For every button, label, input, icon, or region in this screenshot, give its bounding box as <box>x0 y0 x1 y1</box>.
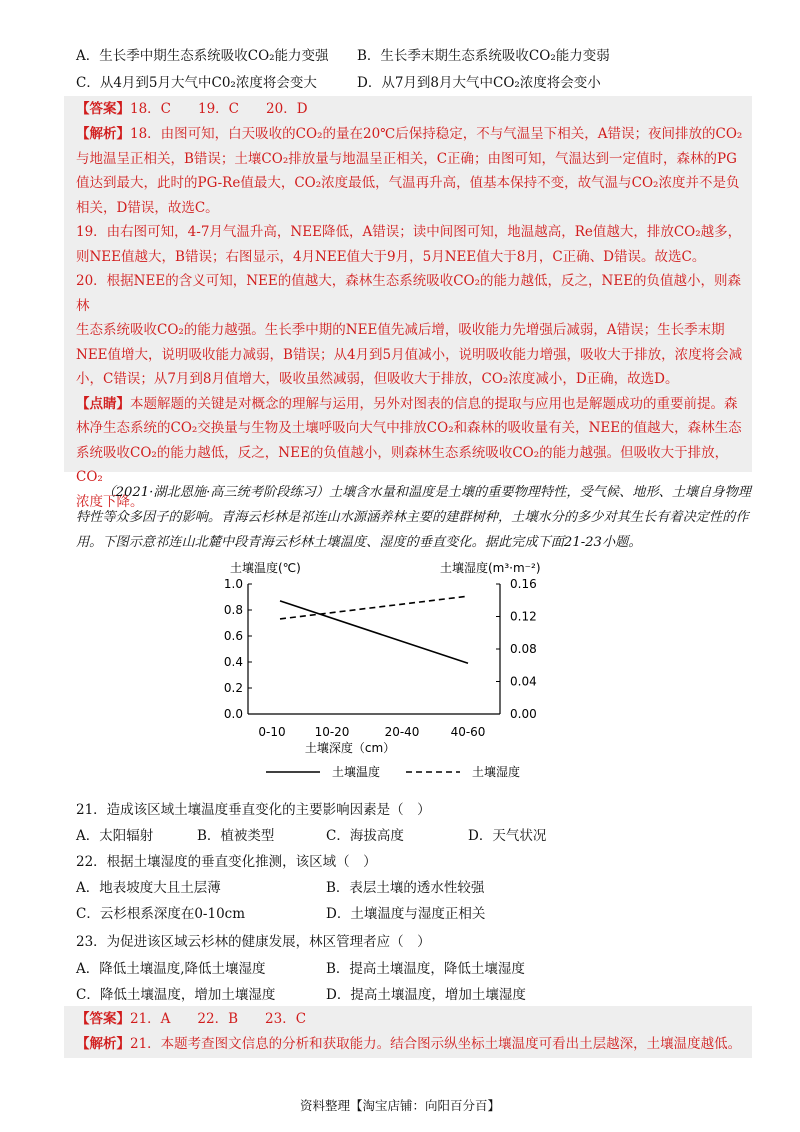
answer-2-label: 【答案】 <box>76 1011 130 1027</box>
option-b: B．生长季末期生态系统吸收CO₂能力变弱 <box>357 48 610 64</box>
y-tick-right-label: 0.00 <box>510 707 537 721</box>
y-tick-left-label: 0.0 <box>223 707 243 721</box>
q23-option-b: B．提高土壤温度，降低土壤湿度 <box>326 961 525 977</box>
question-21-stem: 21．造成该区域土壤温度垂直变化的主要影响因素是（ ） <box>76 802 431 818</box>
answer-line-1 <box>76 97 752 122</box>
q23-option-d: D．提高土壤温度，增加土壤湿度 <box>326 987 526 1003</box>
y-axis-label-right: 土壤湿度(m³·m⁻²) <box>440 561 541 575</box>
analysis-1 <box>76 122 752 514</box>
chart-legend <box>266 764 520 779</box>
comment-line: 系统吸收CO₂的能力越低，反之，NEE的负值越小，则森林生态系统吸收CO₂的能力越强。但吸收大于排放，CO₂ <box>76 444 729 485</box>
q21-option-c: C．海拔高度 <box>326 828 404 844</box>
legend-label-humidity: 土壤湿度 <box>472 765 521 779</box>
y-tick-left-label: 0.4 <box>223 655 243 669</box>
analysis-2-text: 21．本题考查图文信息的分析和获取能力。结合图示纵坐标土壤温度可看出土层越深，土壤温度越低。 <box>130 1035 742 1052</box>
x-tick-label: 10-20 <box>314 725 350 739</box>
analysis-line: 小，C错误；从7月到8月值增大，吸收虽然减弱，但吸收大于排放，CO₂浓度减小，D正确，故选D。 <box>76 371 679 387</box>
analysis-line: NEE值增大，说明吸收能力减弱，B错误；从4月到5月值减小，说明吸收能力增强，吸收大于排放，浓度将会减 <box>76 346 743 363</box>
comment-label: 【点睛】 <box>76 395 130 412</box>
analysis-line: 19．由右图可知，4-7月气温升高，NEE降低，A错误；读中间图可知，地温越高，Re值越大，排放CO₂越多， <box>76 224 742 240</box>
y-tick-right-label: 0.08 <box>510 642 537 656</box>
analysis-line: 20．根据NEE的含义可知，NEE的值越大，森林生态系统吸收CO₂的能力越低，反之，NEE的负值越小，则森林 <box>76 273 742 314</box>
question-23-stem: 23．为促进该区域云杉林的健康发展，林区管理者应（ ） <box>76 934 431 950</box>
y-tick-left-label: 0.2 <box>223 681 243 695</box>
answer-2-text: 21．A 22．B 23．C <box>130 1011 307 1027</box>
option-a: A．生长季中期生态系统吸收CO₂能力变强 <box>76 48 329 64</box>
soil-temperature-line <box>280 601 468 663</box>
comment-line: 本题解题的关键是对概念的理解与运用，另外对图表的信息的提取与应用也是解题成功的重要前提。森 <box>130 395 738 412</box>
answer-text: 18．C 19．C 20．D <box>130 101 308 117</box>
option-c: C．从4月到5月大气中C0₂浓度将会变大 <box>76 75 317 91</box>
x-tick-label: 20-40 <box>384 725 420 739</box>
analysis-line: 18．由图可知，白天吸收的CO₂的量在20℃后保持稳定，不与气温呈下相关，A错误；夜间排放的CO₂ <box>130 126 743 142</box>
q22-option-d: D．土壤温度与湿度正相关 <box>326 906 486 922</box>
y-axis-label-left: 土壤温度(℃) <box>230 561 301 575</box>
answer-2 <box>76 1007 752 1056</box>
y-tick-right-label: 0.16 <box>510 577 537 591</box>
x-tick-label: 0-10 <box>258 725 286 739</box>
analysis-line: 生态系统吸收CO₂的能力越强。生长季中期的NEE值先减后增，吸收能力先增强后减弱，A错误；生长季末期 <box>76 322 725 338</box>
option-d: D．从7月到8月大气中CO₂浓度将会变小 <box>357 75 601 91</box>
soil-humidity-line <box>280 596 468 619</box>
question-22-stem: 22．根据土壤湿度的垂直变化推测，该区域（ ） <box>76 854 377 870</box>
y-tick-left-label: 0.6 <box>223 629 243 643</box>
q22-option-c: C．云杉根系深度在0-10cm <box>76 906 246 922</box>
question-intro: （2021·湖北恩施·高三统考阶段练习）土壤含水量和温度是土壤的重要物理特性，受气候、地形、土壤自身物理特性等众多因子的影响。青海云杉林是祁连山水源涵养林主要的建群树种，土壤水分的多少对其生长有着决定性的作用。下图示意祁连山北麓中段青海云杉林土壤温度、湿度的垂直变化。据此完成下面21-23小题。 <box>76 485 751 550</box>
page-footer: 资料整理【淘宝店铺：向阳百分百】 <box>299 1098 500 1113</box>
y-ticks-right <box>496 577 537 721</box>
analysis-line: 相关，D错误，故选C。 <box>76 199 219 216</box>
y-tick-left-label: 1.0 <box>223 577 243 591</box>
q23-option-a: A．降低土壤温度,降低土壤湿度 <box>76 961 266 977</box>
comment-line: 林净生态系统的CO₂交换量与生物及土壤呼吸向大气中排放CO₂和森林的吸收量有关，NEE的值越大，森林生态 <box>76 420 742 436</box>
q22-option-b: B．表层土壤的透水性较强 <box>326 880 485 896</box>
analysis-line: 与地温呈正相关，B错误；土壤CO₂排放量与地温呈正相关，C正确；由图可知，气温达到一定值时，森林的PG <box>76 150 737 167</box>
y-tick-left-label: 0.8 <box>223 603 243 617</box>
analysis-2-label: 【解析】 <box>76 1035 130 1052</box>
analysis-label: 【解析】 <box>76 126 130 142</box>
analysis-line: 则NEE值越大，B错误；右图显示，4月NEE值大于9月，5月NEE值大于8月，C正确、D错误。故选C。 <box>76 248 706 265</box>
chart-series <box>280 596 468 663</box>
comment-line: 浓度下降。 <box>76 493 144 510</box>
soil-chart <box>200 558 600 790</box>
y-tick-right-label: 0.12 <box>510 609 537 624</box>
answer-label: 【答案】 <box>76 101 130 117</box>
x-ticks <box>258 725 485 739</box>
q22-option-a: A．地表坡度大且土层薄 <box>76 880 221 896</box>
legend-label-temperature: 土壤温度 <box>332 765 381 779</box>
q21-option-b: B．植被类型 <box>197 828 275 844</box>
q21-option-a: A．太阳辐射 <box>76 828 154 844</box>
q23-option-c: C．降低土壤温度，增加土壤湿度 <box>76 987 276 1003</box>
q21-option-d: D．天气状况 <box>468 828 547 844</box>
y-tick-right-label: 0.04 <box>510 674 537 689</box>
analysis-line: 值达到最大，此时的PG-Re值最大，CO₂浓度最低，气温再升高，值基本保持不变，故气温与CO₂浓度并不是负 <box>76 175 740 191</box>
x-tick-label: 40-60 <box>450 725 486 739</box>
x-axis-label: 土壤深度（cm） <box>304 741 396 755</box>
